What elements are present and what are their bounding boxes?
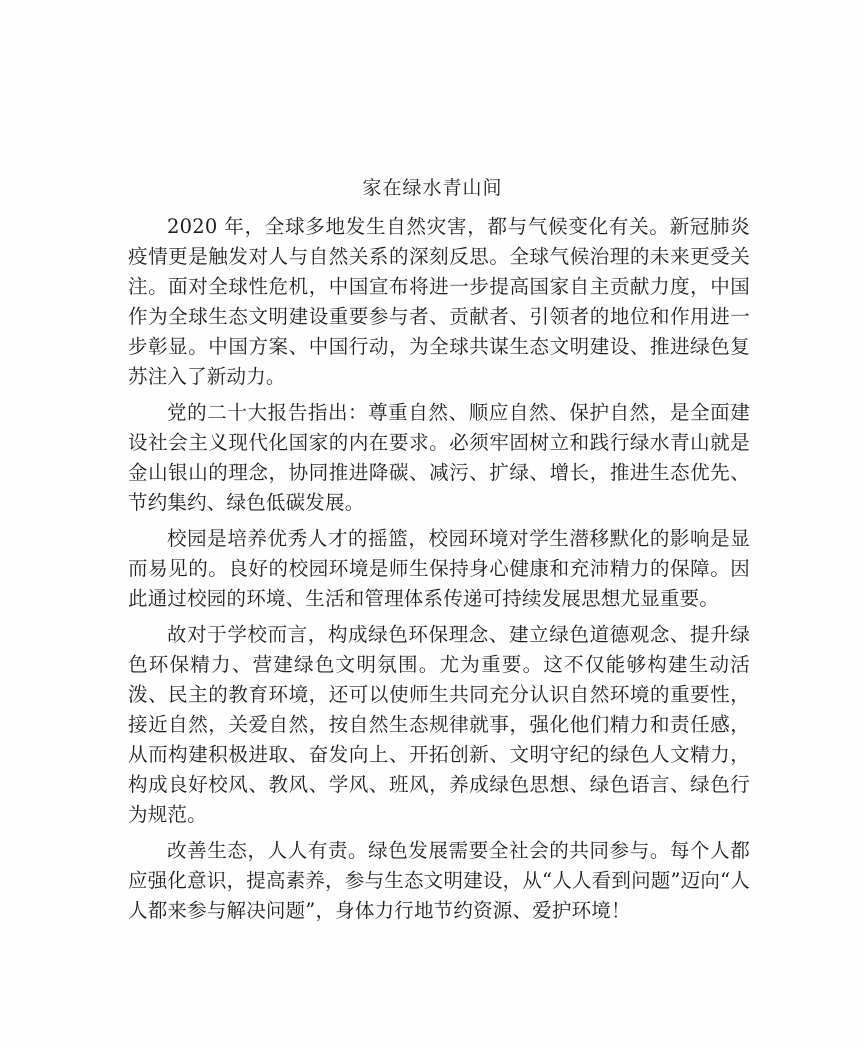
document-title: 家在绿水青山间 bbox=[362, 177, 503, 199]
paragraph: 校园是培养优秀人才的摇篮，校园环境对学生潜移默化的影响是显而易见的。良好的校园环境是师生保持身心健康和充沛精力的保障。因此通过校园的环境、生活和管理体系传递可持续发展思想尤显重要。 bbox=[128, 527, 750, 610]
paragraph: 故对于学校而言，构成绿色环保理念、建立绿色道德观念、提升绿色环保精力、营建绿色文明氛围。尤为重要。这不仅能够构建生动活泼、民主的教育环境，还可以使师生共同充分认识自然环境的重要性，接近自然，关爱自然，按自然生态规律就事，强化他们精力和责任感，从而构建积极进取、奋发向上、开拓创新、文明守纪的绿色人文精力，构成良好校风、教风、学风、班风，养成绿色思想、绿色语言、绿色行为规范。 bbox=[128, 623, 750, 826]
paragraph: 党的二十大报告指出：尊重自然、顺应自然、保护自然，是全面建设社会主义现代化国家的内在要求。必须牢固树立和践行绿水青山就是金山银山的理念，协同推进降碳、减污、扩绿、增长，推进生态优先、节约集约、绿色低碳发展。 bbox=[128, 401, 750, 514]
paragraph: 2020 年，全球多地发生自然灾害，都与气候变化有关。新冠肺炎疫情更是触发对人与自然关系的深刻反思。全球气候治理的未来更受关注。面对全球性危机，中国宣布将进一步提高国家自主贡献力度，中国作为全球生态文明建设重要参与者、贡献者、引领者的地位和作用进一步彰显。中国方案、中国行动，为全球共谋生态文明建设、推进绿色复苏注入了新动力。 bbox=[128, 215, 750, 388]
paragraph: 改善生态，人人有责。绿色发展需要全社会的共同参与。每个人都应强化意识，提高素养，参与生态文明建设，从“人人看到问题”迈向“人人都来参与解决问题”，身体力行地节约资源、爱护环境！ bbox=[128, 839, 750, 922]
document-body bbox=[128, 212, 750, 932]
